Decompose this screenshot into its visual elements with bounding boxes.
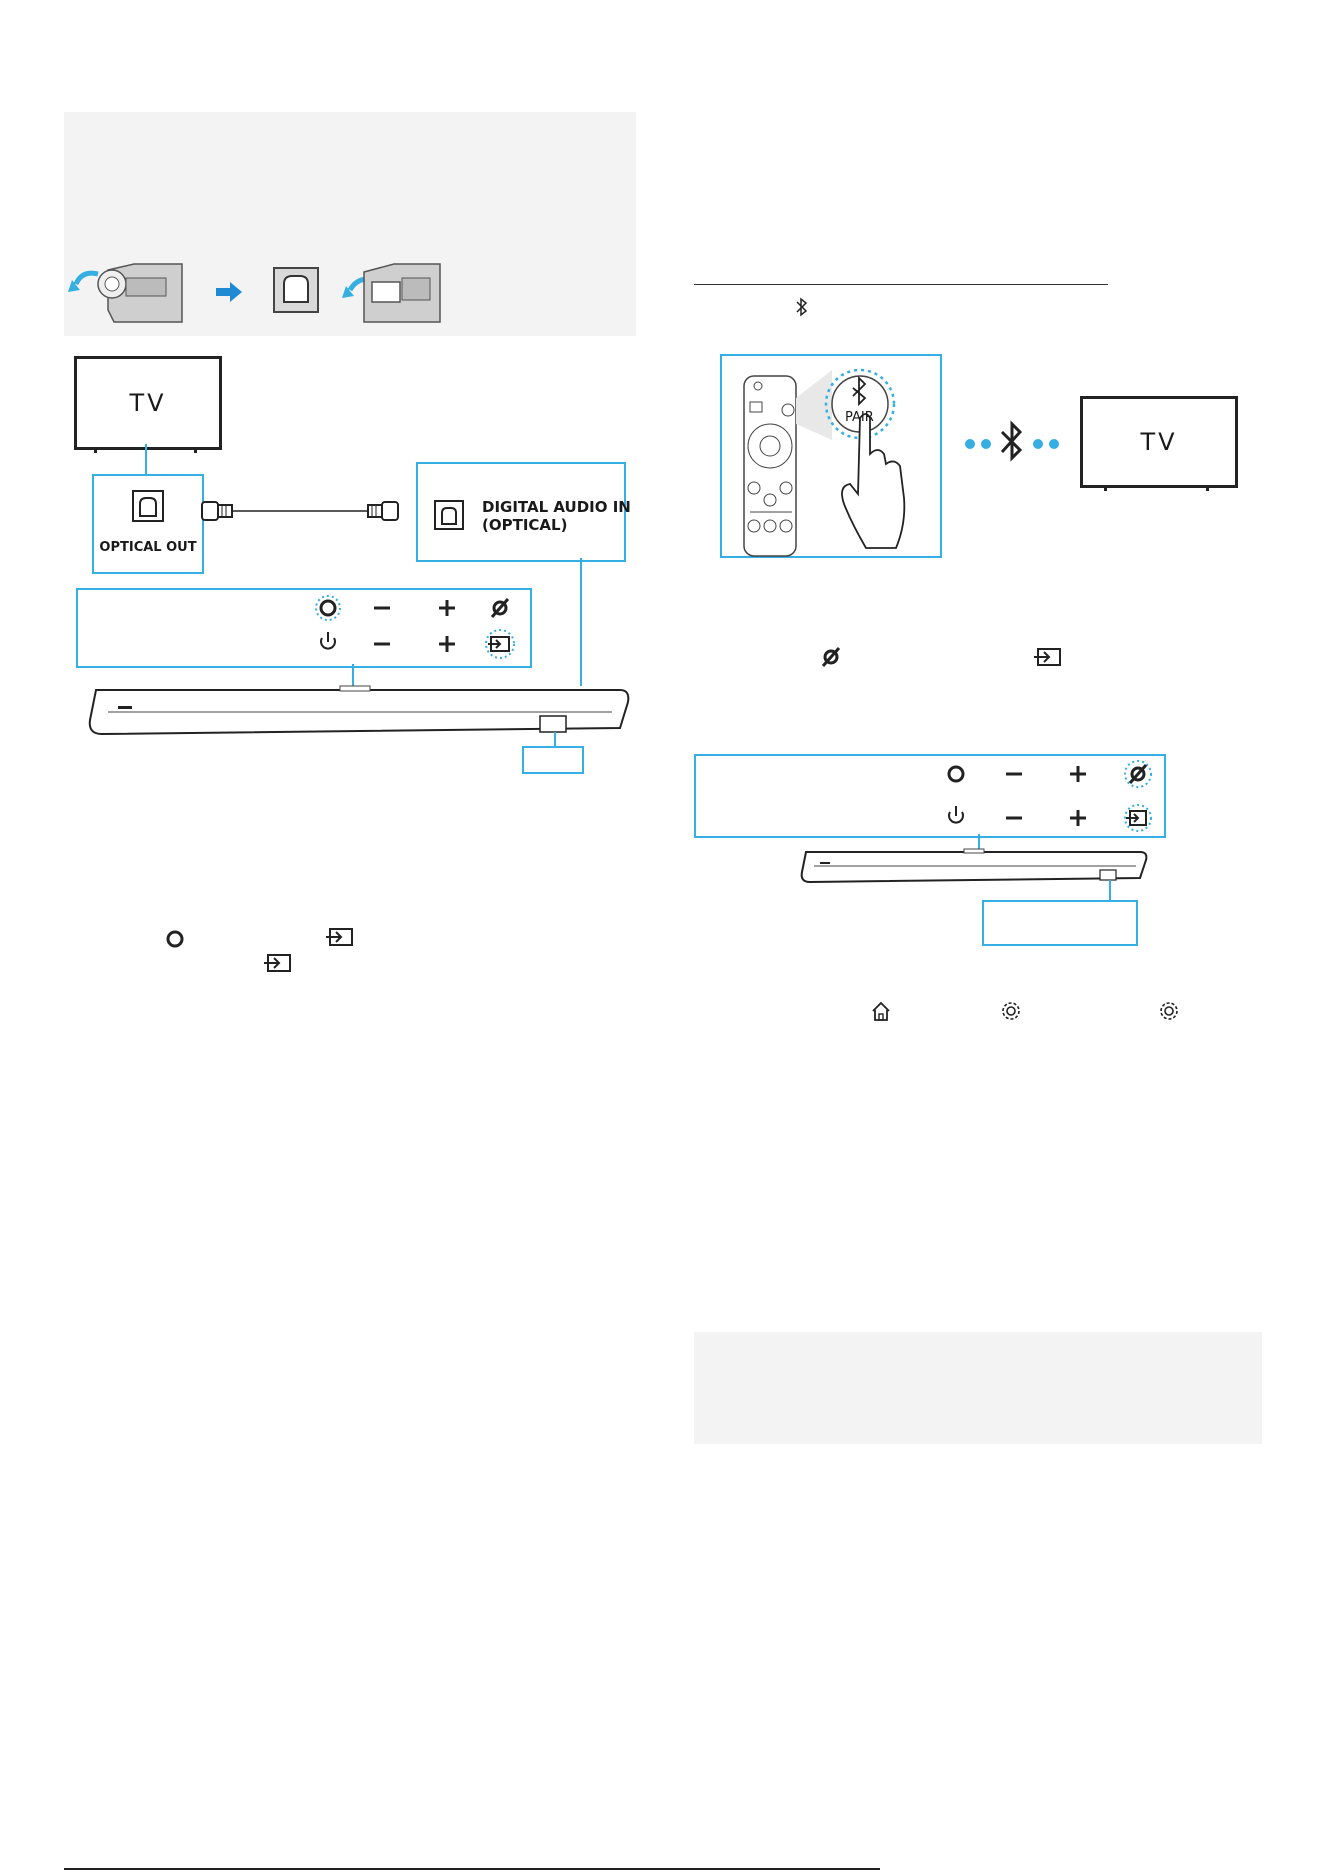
digital-in-callout-line — [580, 558, 582, 686]
tv-left-foot — [194, 447, 197, 453]
digital-audio-in-label: DIGITAL AUDIO IN — [482, 498, 631, 516]
home-icon — [870, 1000, 892, 1022]
soundbar-right — [800, 848, 1152, 888]
tv-right-foot — [1206, 485, 1209, 491]
bluetooth-icon — [1002, 424, 1020, 458]
tv-left-foot — [94, 447, 97, 453]
circle-button-icon — [164, 928, 186, 950]
plus-icon — [1070, 766, 1086, 782]
tv-callout-line — [145, 444, 147, 474]
optical-out-label: OPTICAL OUT — [99, 540, 197, 555]
port-callout-box-right — [982, 900, 1138, 946]
optical-socket-icon — [274, 268, 318, 312]
source-icon — [324, 926, 356, 948]
circle-button-icon — [949, 767, 963, 781]
tv-left — [74, 356, 222, 450]
mic-off-icon — [492, 599, 508, 617]
digital-audio-in-box — [416, 462, 631, 562]
arrow-right-icon — [216, 282, 242, 302]
bluetooth-connection — [962, 420, 1062, 468]
gear-icon — [1158, 1000, 1180, 1022]
port-callout-box-left — [522, 746, 584, 774]
section-rule — [694, 284, 1108, 285]
footer-rule — [64, 1868, 880, 1870]
digital-audio-in-sublabel: (OPTICAL) — [482, 516, 568, 534]
note-box-right — [694, 1332, 1262, 1444]
panel-icons-left — [76, 588, 532, 668]
optical-connector — [364, 264, 440, 322]
power-icon — [321, 632, 335, 649]
power-icon — [949, 806, 963, 823]
gear-icon — [1000, 1000, 1022, 1022]
tv-right — [1080, 396, 1238, 488]
source-icon — [262, 952, 294, 974]
tv-right-label: TV — [1140, 428, 1178, 456]
source-icon — [486, 630, 514, 658]
bluetooth-icon — [794, 296, 810, 318]
mic-off-icon — [820, 646, 842, 668]
source-icon — [1032, 646, 1064, 668]
optical-port-with-cap — [98, 264, 182, 322]
port-callout-line — [554, 732, 556, 746]
plus-icon — [439, 636, 455, 652]
pair-button-label: PAIR — [845, 410, 874, 425]
cap-remove-icon — [68, 273, 98, 292]
plus-icon — [1070, 810, 1086, 826]
panel-icons-right — [694, 754, 1166, 838]
optical-cable — [200, 496, 416, 526]
optical-socket-icon — [132, 490, 164, 522]
tv-right-foot — [1104, 485, 1107, 491]
circle-button-icon — [316, 596, 340, 620]
optical-out-box — [92, 474, 204, 574]
plus-icon — [439, 600, 455, 616]
source-icon — [1125, 805, 1151, 831]
optical-socket-icon — [434, 500, 464, 530]
port-callout-line — [1109, 880, 1111, 902]
remote-control-illustration — [720, 354, 942, 558]
optical-cap-illustration — [64, 250, 636, 330]
mic-off-icon — [1125, 761, 1151, 787]
tv-left-label: TV — [129, 389, 167, 417]
